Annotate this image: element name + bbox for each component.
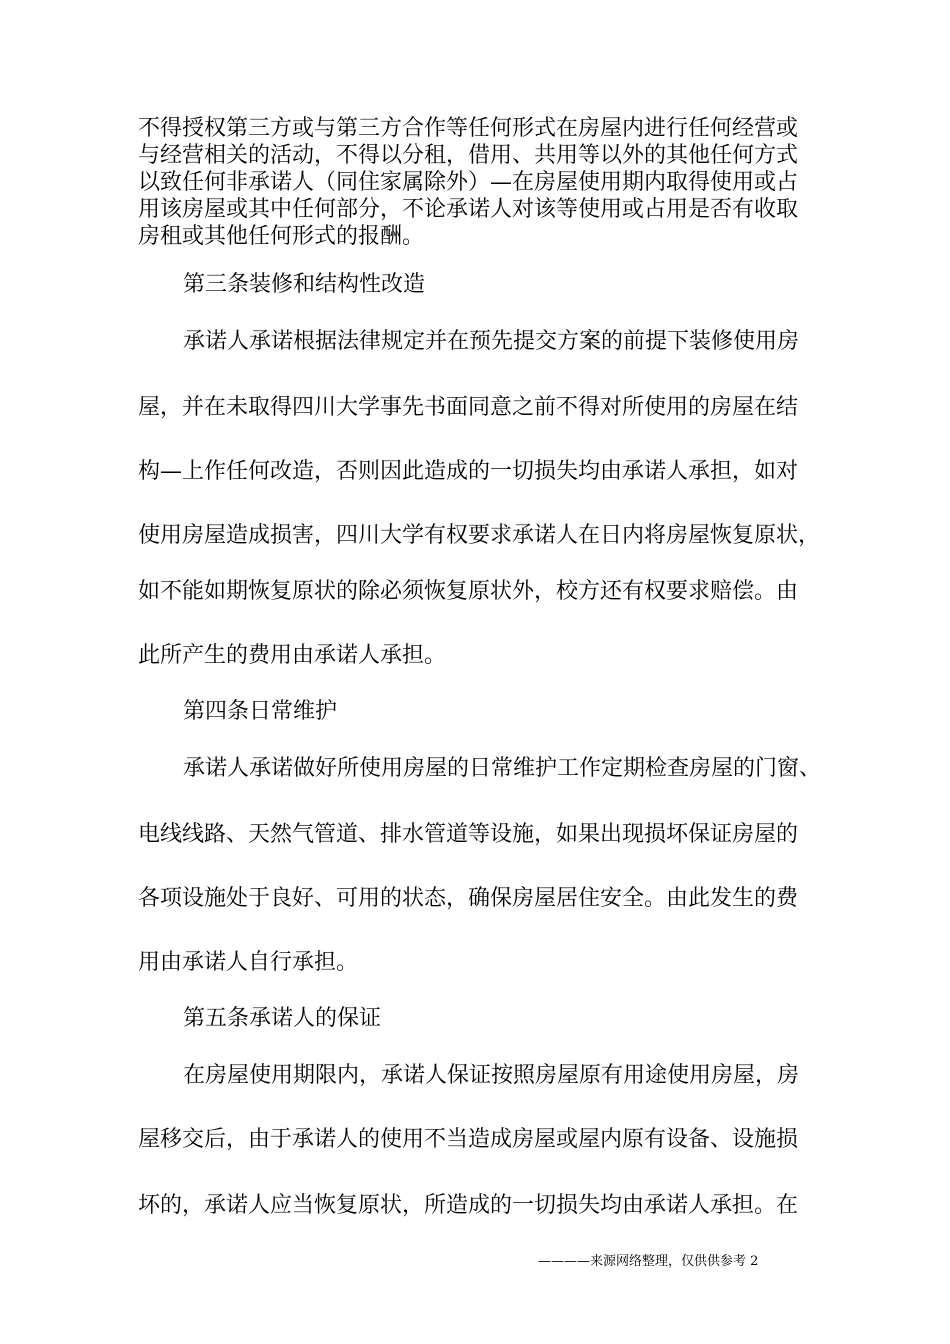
paragraph-line: 房租或其他任何形式的报酬。: [138, 224, 425, 249]
paragraph-line: 以致任何非承诺人（同住家属除外）—在房屋使用期内取得使用或占: [138, 170, 799, 195]
paragraph-line: 承诺人承诺做好所使用房屋的日常维护工作定期检查房屋的门窗、: [183, 756, 822, 781]
paragraph-line: 承诺人承诺根据法律规定并在预先提交方案的前提下装修使用房: [183, 329, 800, 354]
paragraph-line: 用该房屋或其中任何部分，不论承诺人对该等使用或占用是否有收取: [138, 197, 799, 222]
paragraph-line: 构—上作任何改造，否则因此造成的一切损失均由承诺人承担，如对: [138, 459, 799, 484]
page-footer: ————来源网络整理，仅供供参考 2: [538, 1254, 759, 1269]
paragraph-line: 坏的，承诺人应当恢复原状，所造成的一切损失均由承诺人承担。在: [138, 1193, 799, 1218]
paragraph-line: 电线线路、天然气管道、排水管道等设施，如果出现损坏保证房屋的: [138, 822, 799, 847]
paragraph-line: 各项设施处于良好、可用的状态，确保房屋居住安全。由此发生的费: [138, 886, 799, 911]
paragraph-line: 用由承诺人自行承担。: [138, 950, 359, 975]
paragraph-line: 不得授权第三方或与第三方合作等任何形式在房屋内进行任何经营或: [138, 116, 799, 141]
paragraph-line: 此所产生的费用由承诺人承担。: [138, 643, 447, 668]
paragraph-line: 如不能如期恢复原状的除必须恢复原状外，校方还有权要求赔偿。由: [138, 579, 799, 604]
paragraph-line: 在房屋使用期限内，承诺人保证按照房屋原有用途使用房屋，房: [183, 1063, 800, 1088]
section-heading: 第五条承诺人的保证: [183, 1006, 382, 1031]
section-heading: 第四条日常维护: [183, 699, 338, 724]
paragraph-line: 屋，并在未取得四川大学事先书面同意之前不得对所使用的房屋在结: [138, 395, 799, 420]
paragraph-line: 屋移交后，由于承诺人的使用不当造成房屋或屋内原有设备、设施损: [138, 1127, 799, 1152]
paragraph-line: 与经营相关的活动，不得以分租，借用、共用等以外的其他任何方式: [138, 143, 799, 168]
section-heading: 第三条装修和结构性改造: [183, 272, 426, 297]
paragraph-line: 使用房屋造成损害，四川大学有权要求承诺人在日内将房屋恢复原状，: [138, 523, 821, 548]
